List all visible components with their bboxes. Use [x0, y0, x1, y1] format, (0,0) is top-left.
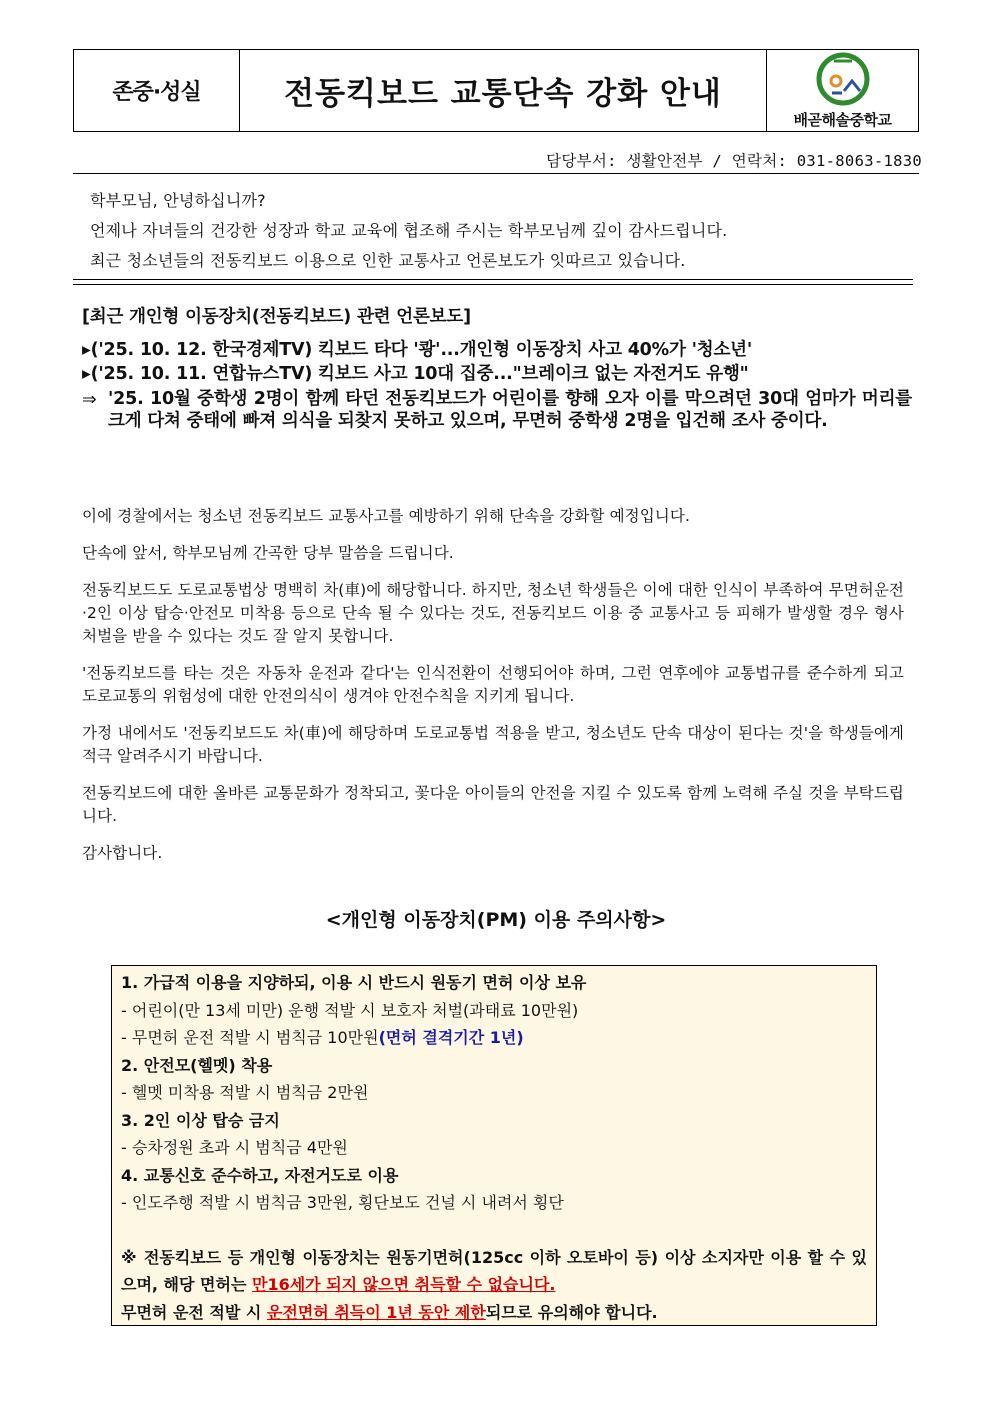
highlight-red: 운전면허 취득이 1년 동안 제한 — [266, 1302, 486, 1322]
news-summary-text: '25. 10월 중학생 2명이 함께 타던 전동킥보드가 어린이를 향해 오자 이를 막으려던 30대 엄마가 머리를 크게 다쳐 중태에 빠져 의식을 되찾지 못하고 있으며, 무면허 중학생 2명을 입건해 조사 중이다. — [108, 389, 912, 431]
highlight-red: 만16세가 되지 않으면 취득할 수 없습니다. — [251, 1275, 556, 1294]
school-motto: 존중·성실 — [74, 50, 240, 131]
caution-item: - 승차정원 초과 시 범칙금 4만원 — [121, 1138, 348, 1157]
paragraph: 전동킥보드도 도로교통법상 명백히 차(車)에 해당합니다. 하지만, 청소년 학생들은 이에 대한 인식이 부족하여 무면허운전·2인 이상 탑승·안전모 미착용 등으로 단속 될 수 있다는 것도, 전동킥보드 이용 중 교통사고 등 피해가 발생할 경우 형사처벌을 받을 수 있다는 것도 잘 알지 못합니다. — [82, 581, 904, 645]
caution-item: - 헬멧 미착용 적발 시 범칙금 2만원 — [121, 1083, 369, 1102]
news-section — [82, 305, 912, 432]
title-table — [73, 49, 919, 132]
school-logo-cell — [766, 50, 918, 131]
school-logo-icon — [814, 51, 872, 107]
contact-line: 담당부서: 생활안전부 / 연락처: 031-8063-1830 — [546, 152, 922, 170]
intro — [90, 186, 727, 276]
news-summary — [82, 388, 912, 432]
paragraph: 이에 경찰에서는 청소년 전동킥보드 교통사고를 예방하기 위해 단속을 강화할 예정입니다. — [82, 507, 690, 525]
paragraph: '전동킥보드를 타는 것은 자동차 운전과 같다'는 인식전환이 선행되어야 하며, 그런 연후에야 교통법규를 준수하게 되고 도로교통의 위험성에 대한 안전의식이 생겨야 안전수칙을 지키게 됩니다. — [82, 664, 904, 705]
arrow-icon: ⇒ — [82, 390, 97, 410]
caution-box — [111, 965, 877, 1326]
caution-item: - 인도주행 적발 시 범칙금 3만원, 횡단보도 건널 시 내려서 횡단 — [121, 1193, 564, 1212]
page-title: 전동킥보드 교통단속 강화 안내 — [284, 76, 722, 112]
caution-note: ※ 전동킥보드 등 개인형 이동장치는 원동기면허(125cc 이하 오토바이 등) 이상 소지자만 이용 할 수 있으며, 해당 면허는 만16세가 되지 않으면 취득할 수 없습니다. 무면허 운전 적발 시 운전면허 취득이 1년 동안 제한되므로 유의해야 합니다. — [121, 1247, 867, 1322]
double-divider — [73, 279, 913, 285]
caution-heading: 1. 가급적 이용을 지양하되, 이용 시 반드시 원동기 면허 이상 보유 — [121, 973, 587, 992]
caution-item: - 무면허 운전 적발 시 범칙금 10만원(면허 결격기간 1년) — [121, 1028, 524, 1047]
caution-title: <개인형 이동장치(PM) 이용 주의사항> — [325, 909, 667, 931]
intro-line: 최근 청소년들의 전동킥보드 이용으로 인한 교통사고 언론보도가 잇따르고 있습니다. — [90, 251, 686, 270]
intro-line: 언제나 자녀들의 건강한 성장과 학교 교육에 협조해 주시는 학부모님께 깊이 감사드립니다. — [90, 221, 728, 240]
caution-heading: 3. 2인 이상 탑승 금지 — [121, 1110, 280, 1130]
letter-body — [82, 505, 904, 879]
paragraph: 단속에 앞서, 학부모님께 간곡한 당부 말씀을 드립니다. — [82, 544, 454, 562]
divider — [73, 173, 919, 174]
closing: 감사합니다. — [82, 844, 163, 862]
school-name: 배곧해솔중학교 — [793, 111, 892, 129]
paragraph: 가정 내에서도 '전동킥보드도 차(車)에 해당하며 도로교통법 적용을 받고, 청소년도 단속 대상이 된다는 것'을 학생들에게 적극 알려주시기 바랍니다. — [82, 724, 904, 765]
spacer — [121, 1217, 867, 1244]
paragraph: 전동킥보드에 대한 올바른 교통문화가 정착되고, 꽃다운 아이들의 안전을 지킬 수 있도록 함께 노력해 주실 것을 부탁드립니다. — [82, 784, 904, 825]
caution-heading: 4. 교통신호 준수하고, 자전거도로 이용 — [121, 1165, 399, 1185]
caution-item: - 어린이(만 13세 미만) 운행 적발 시 보호자 처벌(과태료 10만원) — [121, 1000, 579, 1020]
caution-heading: 2. 안전모(헬멧) 착용 — [121, 1055, 273, 1075]
highlight-blue: (면허 결격기간 1년) — [378, 1028, 524, 1047]
news-item: ▸('25. 10. 11. 연합뉴스TV) 킥보드 사고 10대 집중..."브레이크 없는 자전거도 유행" — [82, 364, 749, 384]
news-heading: [최근 개인형 이동장치(전동킥보드) 관련 언론보도] — [82, 307, 471, 327]
news-item: ▸('25. 10. 12. 한국경제TV) 킥보드 타다 '쾅'...개인형 이동장치 사고 40%가 '청소년' — [82, 340, 753, 360]
intro-line: 학부모님, 안녕하십니까? — [90, 191, 266, 210]
